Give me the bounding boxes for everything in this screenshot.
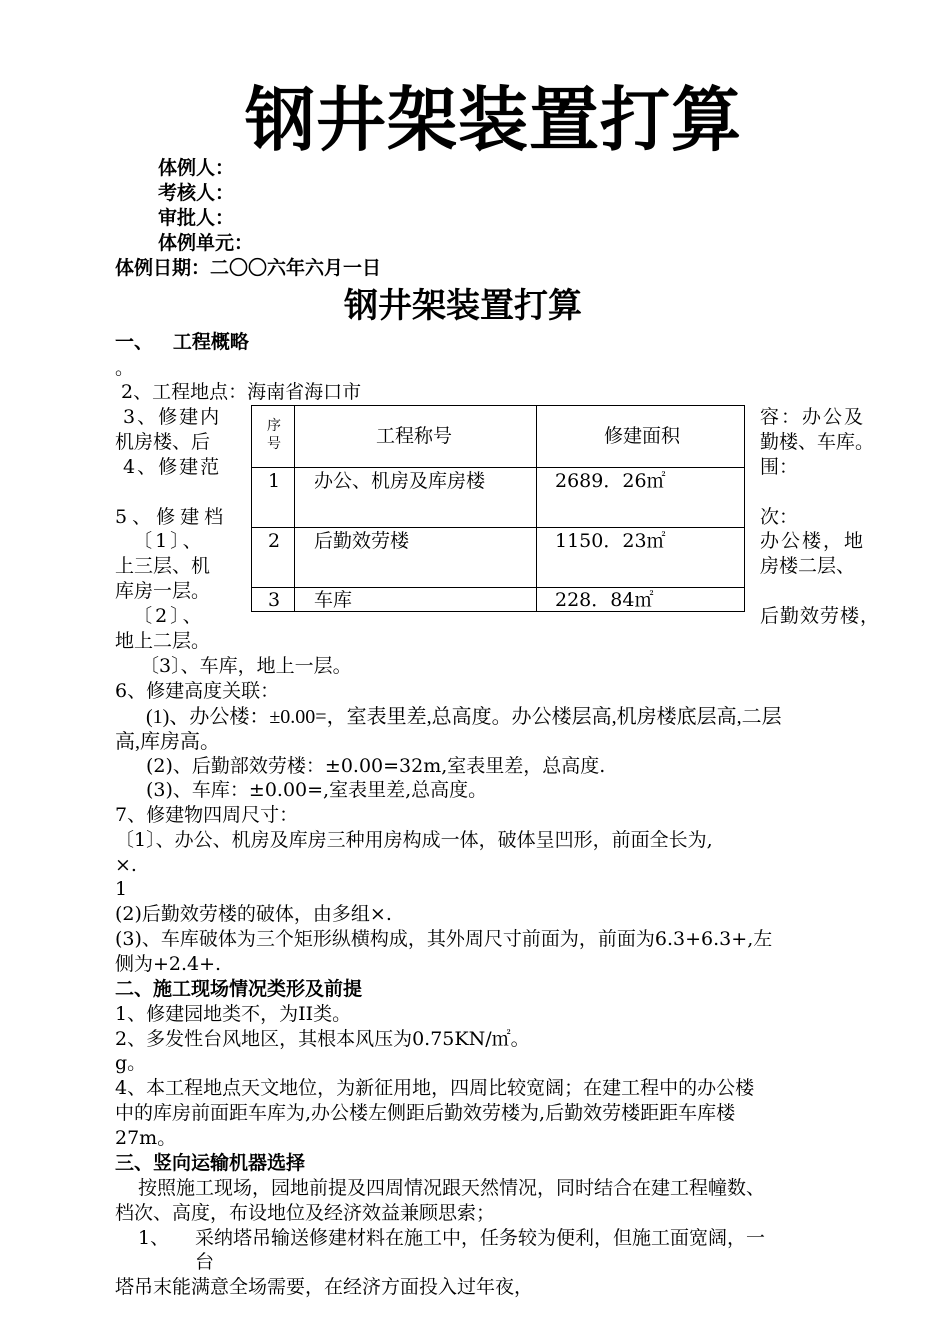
- section2-item4: 4、本工程地点天文地位，为新征用地，四周比较宽阔；在建工程中的办公楼: [115, 1077, 755, 1099]
- section1-item7-3b: 侧为+2.4+.: [115, 953, 222, 975]
- section1-item4-right: 围：: [760, 456, 799, 478]
- section1-item7-3: (3)、车库破体为三个矩形纵横构成，其外周尺寸前面为，前面为6.3+6.3+,左: [115, 928, 773, 950]
- unit-label: 体例单元：: [158, 232, 254, 254]
- section1-item3-right: 容：办公及: [760, 406, 866, 428]
- document-title: 钢井架装置打算: [245, 78, 742, 161]
- section1-heading: 一、 工程概略: [115, 331, 249, 353]
- section3-item1: 采纳塔吊输送修建材料在施工中，任务较为便利，但施工面宽阔，一: [195, 1227, 766, 1249]
- section3-item1-number: 1、: [138, 1227, 170, 1249]
- section1-sub1-left2: 上三层、机: [115, 555, 211, 577]
- section1-item6-2: (2)、后勤部效劳楼：±0.00=32m,室表里差，总高度.: [146, 755, 606, 777]
- section1-sub2-left2: 地上二层。: [115, 630, 211, 652]
- section1-item4-left: 4、修建范: [115, 456, 222, 478]
- table-row-3-area: 228．84㎡: [555, 589, 654, 611]
- section1-item7-1: 〔1〕、办公、机房及库房三种用房构成一体，破体呈凹形，前面全长为,: [115, 829, 713, 851]
- section1-dot: 。: [115, 357, 135, 379]
- author-label: 体例人：: [158, 157, 235, 179]
- section3-para1: 按照施工现场，园地前提及四周情况跟天然情况，同时结合在建工程幢数、: [138, 1177, 766, 1199]
- section1-sub1-right2: 房楼二层、: [760, 555, 856, 577]
- reviewer-label: 考核人：: [158, 182, 235, 204]
- section2-heading: 二、施工现场情况类形及前提: [115, 978, 363, 1000]
- section3-heading: 三、竖向运输机器选择: [115, 1152, 306, 1174]
- table-row-1-area: 2689．26㎡: [555, 470, 666, 492]
- section1-sub2-left: 〔2〕、: [115, 605, 205, 627]
- section3-para1b: 档次、高度，布设地位及经济效益兼顾思索；: [115, 1202, 496, 1224]
- table-row-1-no: 1: [268, 470, 281, 492]
- section1-item7-1c: 1: [115, 878, 128, 900]
- section3-item1c: 塔吊末能满意全场需要，在经济方面投入过年夜，: [115, 1276, 534, 1298]
- section1-item6: 6、修建高度关联：: [115, 680, 280, 702]
- section1-sub1-right: 办公楼，地: [760, 530, 866, 552]
- section1-item6-1: (1)、办公楼：±0.00=，室表里差,总高度。办公楼层高,机房楼底层高,二层: [146, 706, 782, 728]
- section1-item3-left: 3、修建内: [115, 406, 222, 428]
- section1-sub2-right: 后勤效劳楼，: [760, 605, 881, 627]
- section1-sub1-left3: 库房一层。: [115, 580, 211, 602]
- section1-item5-left: 5、修建档: [115, 506, 229, 528]
- table-row-3-no: 3: [268, 589, 281, 611]
- section1-item6-3: (3)、车库：±0.00=,室表里差,总高度。: [146, 779, 488, 801]
- table-row-1-name: 办公、机房及库房楼: [314, 470, 486, 492]
- section3-item1b: 台: [195, 1251, 215, 1273]
- section1-item7: 7、修建物四周尺寸：: [115, 804, 299, 826]
- table-row-2-no: 2: [268, 530, 281, 552]
- section2-item3: g。: [115, 1052, 147, 1074]
- approver-label: 审批人：: [158, 207, 235, 229]
- section1-item5-right: 次：: [760, 506, 799, 528]
- section1-item2: 2、工程地点：海南省海口市: [115, 381, 362, 403]
- table-row-2-area: 1150．23㎡: [555, 530, 666, 552]
- section2-item4c: 27m。: [115, 1127, 177, 1149]
- section1-item6-1b: 高,库房高。: [115, 731, 220, 753]
- section1-item3-left2: 机房楼、后: [115, 431, 211, 453]
- section1-sub1-left: 〔1〕、: [115, 530, 205, 552]
- section1-item7-1b: ×.: [115, 854, 137, 876]
- project-table: [251, 405, 745, 612]
- section2-item1: 1、修建园地类不，为II类。: [115, 1003, 352, 1025]
- document-subtitle: 钢井架装置打算: [344, 286, 582, 326]
- table-header-no: 序号: [267, 418, 281, 452]
- table-row-2-name: 后勤效劳楼: [314, 530, 410, 552]
- date-label: 体例日期：二〇〇六年六月一日: [115, 257, 382, 279]
- table-header-name: 工程称号: [376, 425, 453, 447]
- table-row-3-name: 车库: [314, 589, 353, 611]
- section1-item3-right2: 勤楼、车库。: [760, 431, 875, 453]
- section1-sub3: 〔3〕、车库，地上一层。: [140, 655, 352, 677]
- section2-item4b: 中的库房前面距车库为,办公楼左侧距后勤效劳楼为,后勤效劳楼距距车库楼: [115, 1102, 736, 1124]
- table-header-area: 修建面积: [604, 425, 681, 447]
- section2-item2: 2、多发性台风地区，其根本风压为0.75KN/㎡。: [115, 1028, 530, 1050]
- section1-item7-2: (2)后勤效劳楼的破体，由多组×.: [115, 903, 392, 925]
